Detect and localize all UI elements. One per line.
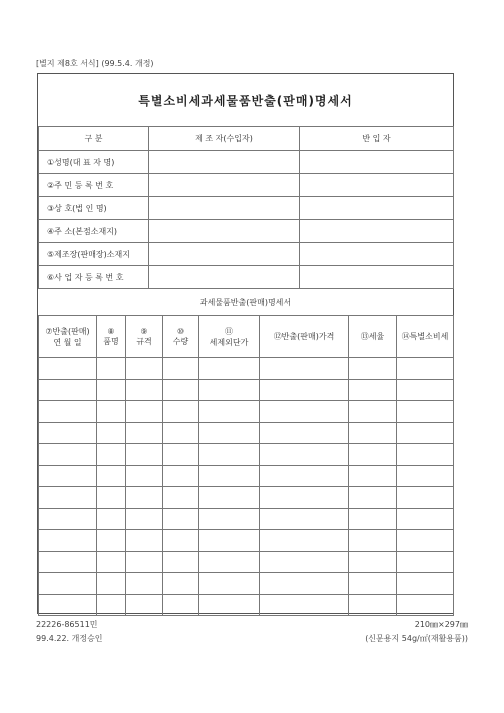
detail-header-special-tax: ⑭특별소비세 [397,316,454,358]
detail-cell[interactable] [199,465,260,487]
detail-cell[interactable] [97,422,126,444]
detail-cell[interactable] [349,401,397,423]
detail-header-quantity: ⑩ 수량 [163,316,199,358]
detail-cell[interactable] [260,508,349,530]
detail-cell[interactable] [39,465,97,487]
detail-cell[interactable] [349,508,397,530]
detail-cell[interactable] [163,401,199,423]
manufacturer-cell[interactable] [149,266,300,289]
detail-cell[interactable] [97,487,126,509]
paper-size: 210㎜×297㎜ [414,620,468,629]
detail-cell[interactable] [126,401,163,423]
detail-cell[interactable] [397,422,454,444]
detail-cell[interactable] [163,444,199,466]
detail-cell[interactable] [163,422,199,444]
detail-cell[interactable] [163,551,199,573]
detail-cell[interactable] [39,551,97,573]
receiver-cell[interactable] [300,151,454,174]
receiver-cell[interactable] [300,174,454,197]
detail-header-price: ⑫반출(판매)가격 [260,316,349,358]
detail-cell[interactable] [260,530,349,552]
statement-form [37,73,454,614]
manufacturer-cell[interactable] [149,174,300,197]
table-row [39,444,454,466]
receiver-cell[interactable] [300,266,454,289]
detail-cell[interactable] [260,422,349,444]
detail-cell[interactable] [163,358,199,380]
manufacturer-cell[interactable] [149,151,300,174]
detail-cell[interactable] [97,573,126,595]
detail-cell[interactable] [39,358,97,380]
detail-cell[interactable] [349,594,397,616]
detail-cell[interactable] [163,508,199,530]
detail-cell[interactable] [39,401,97,423]
party-row-label: ④주 소(본점소재지) [39,220,149,243]
detail-cell[interactable] [199,530,260,552]
detail-cell[interactable] [260,551,349,573]
party-row-label: ②주 민 등 록 번 호 [39,174,149,197]
party-row-label: ⑤제조장(판매장)소재지 [39,243,149,266]
detail-cell[interactable] [349,358,397,380]
detail-cell[interactable] [163,379,199,401]
detail-cell[interactable] [260,379,349,401]
detail-cell[interactable] [39,379,97,401]
detail-cell[interactable] [97,551,126,573]
detail-cell[interactable] [397,551,454,573]
paper-type: (신문용지 54g/㎡(재활용품)) [365,634,468,643]
detail-cell[interactable] [260,487,349,509]
detail-cell[interactable] [97,508,126,530]
party-row-label: ①성명(대 표 자 명) [39,151,149,174]
table-row [39,551,454,573]
table-row [39,487,454,509]
detail-cell[interactable] [349,573,397,595]
detail-cell[interactable] [199,422,260,444]
table-row [39,594,454,616]
detail-cell[interactable] [97,358,126,380]
detail-cell[interactable] [397,358,454,380]
detail-cell[interactable] [126,594,163,616]
detail-cell[interactable] [260,573,349,595]
table-row [39,422,454,444]
detail-cell[interactable] [349,422,397,444]
detail-header-unit-price: ⑪ 세제외단가 [199,316,260,358]
detail-cell[interactable] [260,401,349,423]
table-row [39,573,454,595]
detail-cell[interactable] [397,465,454,487]
detail-cell[interactable] [397,487,454,509]
detail-cell[interactable] [349,379,397,401]
detail-cell[interactable] [349,530,397,552]
detail-cell[interactable] [126,379,163,401]
detail-cell[interactable] [126,530,163,552]
table-row [39,379,454,401]
table-row [39,508,454,530]
receiver-cell[interactable] [300,220,454,243]
detail-cell[interactable] [97,379,126,401]
detail-cell[interactable] [97,444,126,466]
detail-table [38,315,454,616]
detail-cell[interactable] [349,487,397,509]
detail-header-shipment-date: ⑦반출(판매) 연 월 일 [39,316,97,358]
category-header: 구 분 [39,127,149,151]
detail-subtitle: 과세물품반출(판매)명세서 [38,290,453,316]
detail-cell[interactable] [397,401,454,423]
detail-cell[interactable] [260,444,349,466]
detail-cell[interactable] [97,530,126,552]
party-row-label: ③상 호(법 인 명) [39,197,149,220]
detail-cell[interactable] [199,508,260,530]
detail-cell[interactable] [39,444,97,466]
receiver-cell[interactable] [300,197,454,220]
manufacturer-cell[interactable] [149,243,300,266]
form-title: 특별소비세과세물품반출(판매)명세서 [38,74,453,127]
manufacturer-header: 제 조 자(수입자) [149,127,300,151]
detail-cell[interactable] [397,594,454,616]
detail-cell[interactable] [349,444,397,466]
detail-cell[interactable] [126,465,163,487]
detail-cell[interactable] [199,401,260,423]
detail-cell[interactable] [199,444,260,466]
detail-cell[interactable] [199,358,260,380]
detail-cell[interactable] [397,379,454,401]
detail-cell[interactable] [39,422,97,444]
detail-cell[interactable] [163,487,199,509]
detail-cell[interactable] [163,530,199,552]
detail-header-spec: ⑨ 규격 [126,316,163,358]
detail-cell[interactable] [199,379,260,401]
detail-cell[interactable] [126,573,163,595]
detail-cell[interactable] [39,508,97,530]
detail-cell[interactable] [163,594,199,616]
detail-cell[interactable] [39,594,97,616]
detail-cell[interactable] [163,465,199,487]
detail-cell[interactable] [397,530,454,552]
detail-cell[interactable] [126,422,163,444]
party-row-label: ⑥사 업 자 등 록 번 호 [39,266,149,289]
detail-cell[interactable] [199,551,260,573]
detail-cell[interactable] [199,487,260,509]
detail-cell[interactable] [199,594,260,616]
form-number: 22226-86511민 [36,620,98,629]
detail-cell[interactable] [397,444,454,466]
detail-cell[interactable] [126,358,163,380]
detail-cell[interactable] [126,444,163,466]
detail-cell[interactable] [260,465,349,487]
detail-cell[interactable] [126,487,163,509]
detail-cell[interactable] [39,487,97,509]
table-row [39,401,454,423]
table-row [39,358,454,380]
manufacturer-cell[interactable] [149,197,300,220]
detail-cell[interactable] [397,573,454,595]
detail-cell[interactable] [260,358,349,380]
detail-cell[interactable] [97,594,126,616]
detail-cell[interactable] [349,551,397,573]
detail-cell[interactable] [397,508,454,530]
detail-cell[interactable] [199,573,260,595]
detail-cell[interactable] [163,573,199,595]
receiver-cell[interactable] [300,243,454,266]
detail-cell[interactable] [39,530,97,552]
detail-header-item: ⑧ 품명 [97,316,126,358]
manufacturer-cell[interactable] [149,220,300,243]
detail-cell[interactable] [126,551,163,573]
detail-cell[interactable] [260,594,349,616]
detail-cell[interactable] [97,401,126,423]
detail-cell[interactable] [349,465,397,487]
receiver-header: 반 입 자 [300,127,454,151]
table-row [39,530,454,552]
approval-date: 99.4.22. 개정승인 [36,634,103,643]
detail-cell[interactable] [39,573,97,595]
detail-cell[interactable] [97,465,126,487]
party-table [38,126,454,289]
form-header: [별지 제8호 서식] (99.5.4. 개정) [36,59,154,68]
detail-cell[interactable] [126,508,163,530]
detail-header-tax-rate: ⑬세율 [349,316,397,358]
table-row [39,465,454,487]
